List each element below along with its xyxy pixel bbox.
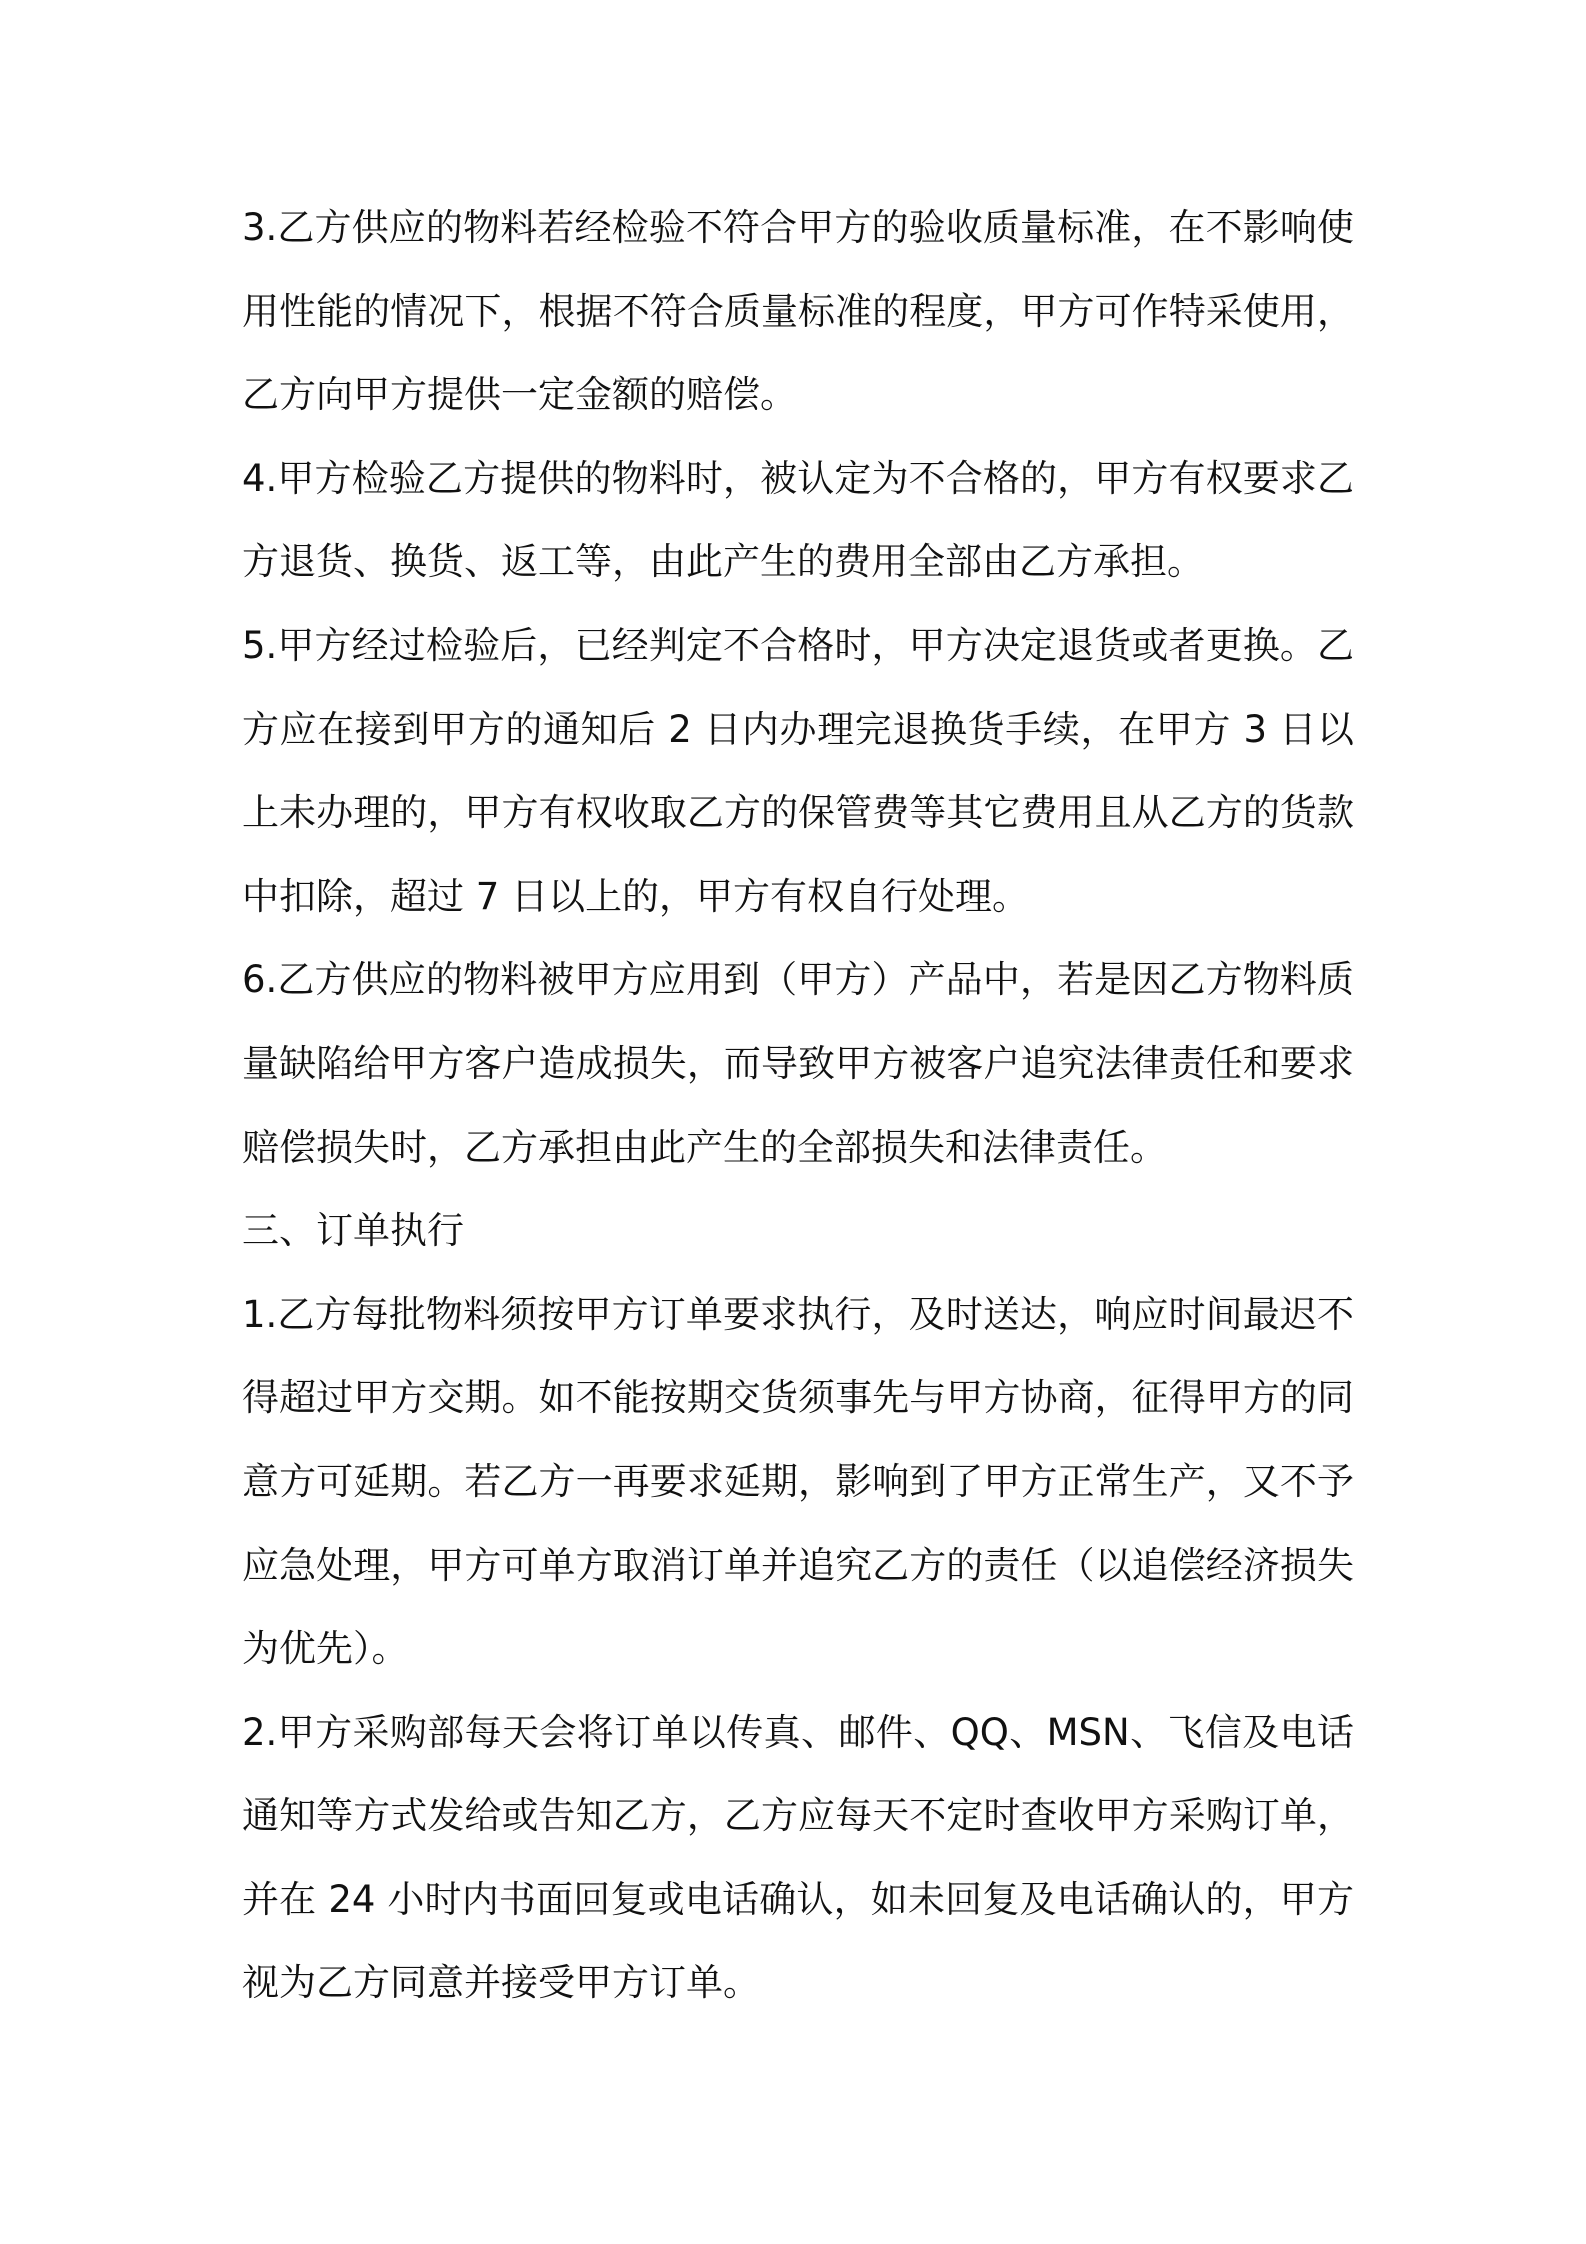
paragraph-line: 3.乙方供应的物料若经检验不符合甲方的验收质量标准，在不影响使 [242,206,1354,249]
paragraph-line: 视为乙方同意并接受甲方订单。 [242,1961,760,2005]
paragraph-line: 4.甲方检验乙方提供的物料时，被认定为不合格的，甲方有权要求乙 [242,456,1354,500]
paragraph-line: 意方可延期。若乙方一再要求延期，影响到了甲方正常生产，又不予 [242,1459,1354,1503]
paragraph-line: 2.甲方采购部每天会将订单以传真、邮件、QQ、MSN、飞信及电话 [242,1710,1354,1754]
paragraph-line: 为优先）。 [242,1627,409,1671]
paragraph-line: 得超过甲方交期。如不能按期交货须事先与甲方协商，征得甲方的同 [242,1376,1354,1420]
section-heading: 三、订单执行 [242,1209,464,1253]
paragraph-line: 并在 24 小时内书面回复或电话确认，如未回复及电话确认的，甲方 [242,1877,1354,1921]
paragraph-line: 方退货、换货、返工等，由此产生的费用全部由乙方承担。 [242,540,1204,584]
paragraph-line: 上未办理的，甲方有权收取乙方的保管费等其它费用且从乙方的货款 [242,791,1354,835]
paragraph-line: 量缺陷给甲方客户造成损失，而导致甲方被客户追究法律责任和要求 [242,1041,1354,1085]
paragraph-line: 通知等方式发给或告知乙方，乙方应每天不定时查收甲方采购订单， [242,1794,1354,1838]
paragraph-line: 1.乙方每批物料须按甲方订单要求执行，及时送达，响应时间最迟不 [242,1292,1354,1336]
paragraph-line: 5.甲方经过检验后，已经判定不合格时，甲方决定退货或者更换。乙 [242,623,1354,667]
paragraph-line: 乙方向甲方提供一定金额的赔偿。 [242,373,797,417]
paragraph-line: 用性能的情况下，根据不符合质量标准的程度，甲方可作特采使用， [242,289,1354,333]
paragraph-line: 6.乙方供应的物料被甲方应用到（甲方）产品中，若是因乙方物料质 [242,958,1354,1002]
paragraph-line: 中扣除，超过 7 日以上的，甲方有权自行处理。 [242,874,1030,918]
paragraph-line: 赔偿损失时，乙方承担由此产生的全部损失和法律责任。 [242,1125,1167,1169]
paragraph-line: 应急处理，甲方可单方取消订单并追究乙方的责任（以追偿经济损失 [242,1543,1354,1587]
paragraph-line: 方应在接到甲方的通知后 2 日内办理完退换货手续，在甲方 3 日以 [242,707,1354,751]
text-column [242,186,1354,2025]
